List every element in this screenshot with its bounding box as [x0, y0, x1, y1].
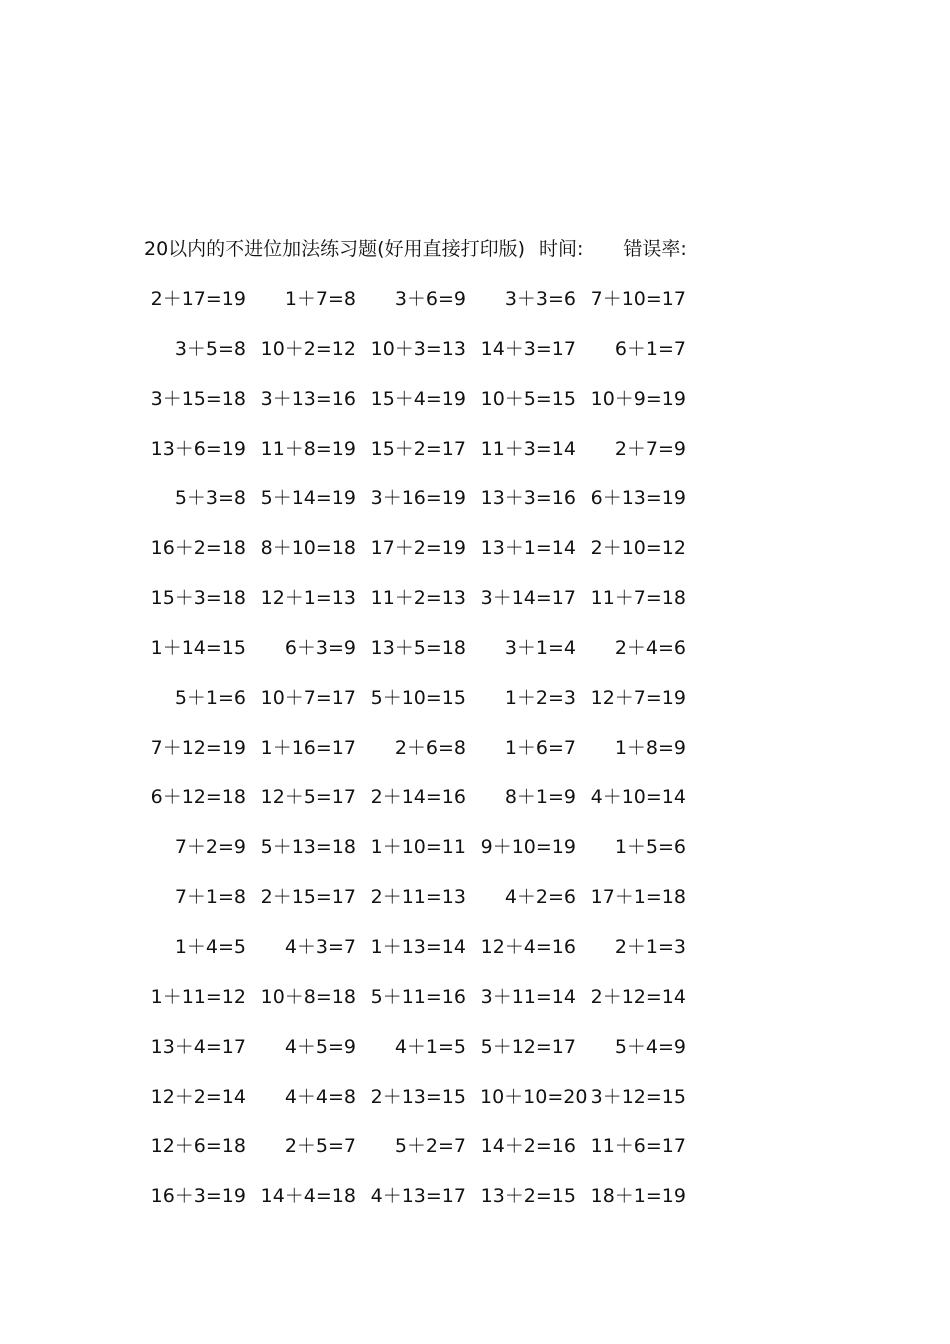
problem-item: 2＋7=9 — [614, 437, 686, 460]
problem-item: 3＋3=6 — [504, 288, 576, 310]
problem-item: 5＋4=9 — [614, 1035, 686, 1058]
problem-item: 4＋1=5 — [394, 1035, 466, 1058]
problem-item: 2＋4=6 — [614, 636, 686, 659]
problem-item: 6＋3=9 — [284, 636, 356, 659]
problem-row — [150, 782, 710, 832]
problem-item: 1＋11=12 — [150, 985, 246, 1008]
problem-item: 13＋3=16 — [480, 487, 576, 510]
problem-item: 6＋12=18 — [150, 786, 246, 809]
problem-item: 2＋10=12 — [590, 537, 686, 560]
problem-row — [150, 832, 710, 882]
problem-row — [150, 583, 710, 633]
problem-item: 8＋10=18 — [260, 537, 356, 560]
problem-item: 6＋1=7 — [614, 337, 686, 360]
problem-item: 1＋6=7 — [504, 736, 576, 759]
problem-item: 10＋2=12 — [260, 337, 356, 360]
problem-item: 4＋4=8 — [284, 1085, 356, 1108]
problem-item: 5＋10=15 — [370, 686, 466, 709]
problem-item: 5＋14=19 — [260, 487, 356, 510]
problem-item: 5＋1=6 — [174, 686, 246, 709]
worksheet-title: 20以内的不进位加法练习题(好用直接打印版) — [144, 238, 526, 260]
problem-item: 5＋11=16 — [370, 985, 466, 1008]
problem-item: 10＋10=20 — [480, 1085, 588, 1108]
problem-item: 13＋5=18 — [370, 636, 466, 659]
problem-row — [150, 932, 710, 982]
problem-item: 3＋1=4 — [504, 636, 576, 659]
problem-item: 3＋11=14 — [480, 985, 576, 1008]
problem-item: 4＋10=14 — [590, 786, 686, 809]
problem-item: 2＋11=13 — [370, 886, 466, 909]
problem-item: 11＋7=18 — [590, 587, 686, 610]
problem-item: 17＋1=18 — [590, 886, 686, 909]
problem-item: 11＋2=13 — [370, 587, 466, 610]
problem-item: 1＋7=8 — [284, 288, 356, 310]
problem-item: 10＋9=19 — [590, 387, 686, 410]
problem-item: 3＋12=15 — [590, 1085, 686, 1108]
problem-item: 16＋2=18 — [150, 537, 246, 560]
problem-item: 11＋6=17 — [590, 1135, 686, 1158]
time-label: 时间: — [539, 238, 584, 260]
problem-item: 13＋6=19 — [150, 437, 246, 460]
problem-item: 2＋15=17 — [260, 886, 356, 909]
problem-item: 12＋7=19 — [590, 686, 686, 709]
problem-item: 13＋2=15 — [480, 1185, 576, 1208]
problem-item: 1＋2=3 — [504, 686, 576, 709]
problem-row — [150, 1131, 710, 1181]
problem-item: 1＋5=6 — [614, 836, 686, 859]
problem-item: 7＋10=17 — [590, 288, 686, 310]
problem-item: 4＋3=7 — [284, 935, 356, 958]
problem-row — [150, 1082, 710, 1132]
problem-item: 13＋4=17 — [150, 1035, 246, 1058]
problem-item: 3＋16=19 — [370, 487, 466, 510]
problem-item: 14＋4=18 — [260, 1185, 356, 1208]
problem-item: 3＋5=8 — [174, 337, 246, 360]
problem-item: 2＋13=15 — [370, 1085, 466, 1108]
problem-item: 1＋13=14 — [370, 935, 466, 958]
problem-item: 10＋8=18 — [260, 985, 356, 1008]
problem-item: 12＋6=18 — [150, 1135, 246, 1158]
problem-item: 7＋1=8 — [174, 886, 246, 909]
problem-item: 12＋4=16 — [480, 935, 576, 958]
problem-item: 5＋3=8 — [174, 487, 246, 510]
problem-item: 11＋3=14 — [480, 437, 576, 460]
problem-row — [150, 434, 710, 484]
problem-item: 16＋3=19 — [150, 1185, 246, 1208]
problem-item: 12＋1=13 — [260, 587, 356, 610]
problem-item: 2＋1=3 — [614, 935, 686, 958]
problem-row — [150, 483, 710, 533]
problem-row — [150, 1032, 710, 1082]
problem-item: 15＋4=19 — [370, 387, 466, 410]
problem-item: 3＋15=18 — [150, 387, 246, 410]
problem-row — [150, 334, 710, 384]
problem-item: 6＋13=19 — [590, 487, 686, 510]
worksheet-header — [144, 234, 687, 264]
problem-item: 9＋10=19 — [480, 836, 576, 859]
problem-item: 5＋13=18 — [260, 836, 356, 859]
problem-item: 1＋16=17 — [260, 736, 356, 759]
problem-item: 5＋2=7 — [394, 1135, 466, 1158]
problem-item: 18＋1=19 — [590, 1185, 686, 1208]
problem-item: 7＋12=19 — [150, 736, 246, 759]
problem-item: 2＋6=8 — [394, 736, 466, 759]
problem-item: 3＋6=9 — [394, 288, 466, 310]
problem-item: 2＋5=7 — [284, 1135, 356, 1158]
problem-row — [150, 284, 710, 334]
problem-row — [150, 683, 710, 733]
problem-item: 10＋7=17 — [260, 686, 356, 709]
problem-item: 4＋13=17 — [370, 1185, 466, 1208]
problem-item: 15＋3=18 — [150, 587, 246, 610]
problem-item: 12＋2=14 — [150, 1085, 246, 1108]
problem-item: 12＋5=17 — [260, 786, 356, 809]
problem-item: 10＋5=15 — [480, 387, 576, 410]
problem-item: 3＋14=17 — [480, 587, 576, 610]
problem-grid — [150, 284, 710, 1231]
problem-item: 14＋2=16 — [480, 1135, 576, 1158]
problem-item: 4＋5=9 — [284, 1035, 356, 1058]
problem-row — [150, 882, 710, 932]
problem-item: 15＋2=17 — [370, 437, 466, 460]
problem-item: 3＋13=16 — [260, 387, 356, 410]
problem-row — [150, 982, 710, 1032]
problem-item: 14＋3=17 — [480, 337, 576, 360]
problem-item: 5＋12=17 — [480, 1035, 576, 1058]
error-rate-label: 错误率: — [623, 238, 687, 260]
problem-item: 2＋17=19 — [150, 288, 246, 310]
problem-row — [150, 384, 710, 434]
problem-item: 4＋2=6 — [504, 886, 576, 909]
problem-item: 1＋8=9 — [614, 736, 686, 759]
problem-row — [150, 533, 710, 583]
problem-item: 1＋14=15 — [150, 636, 246, 659]
problem-item: 17＋2=19 — [370, 537, 466, 560]
problem-item: 10＋3=13 — [370, 337, 466, 360]
problem-row — [150, 1181, 710, 1231]
problem-item: 8＋1=9 — [504, 786, 576, 809]
problem-row — [150, 633, 710, 683]
problem-item: 1＋10=11 — [370, 836, 466, 859]
problem-item: 2＋14=16 — [370, 786, 466, 809]
problem-item: 13＋1=14 — [480, 537, 576, 560]
problem-item: 11＋8=19 — [260, 437, 356, 460]
problem-row — [150, 733, 710, 783]
problem-item: 1＋4=5 — [174, 935, 246, 958]
problem-item: 7＋2=9 — [174, 836, 246, 859]
problem-item: 2＋12=14 — [590, 985, 686, 1008]
